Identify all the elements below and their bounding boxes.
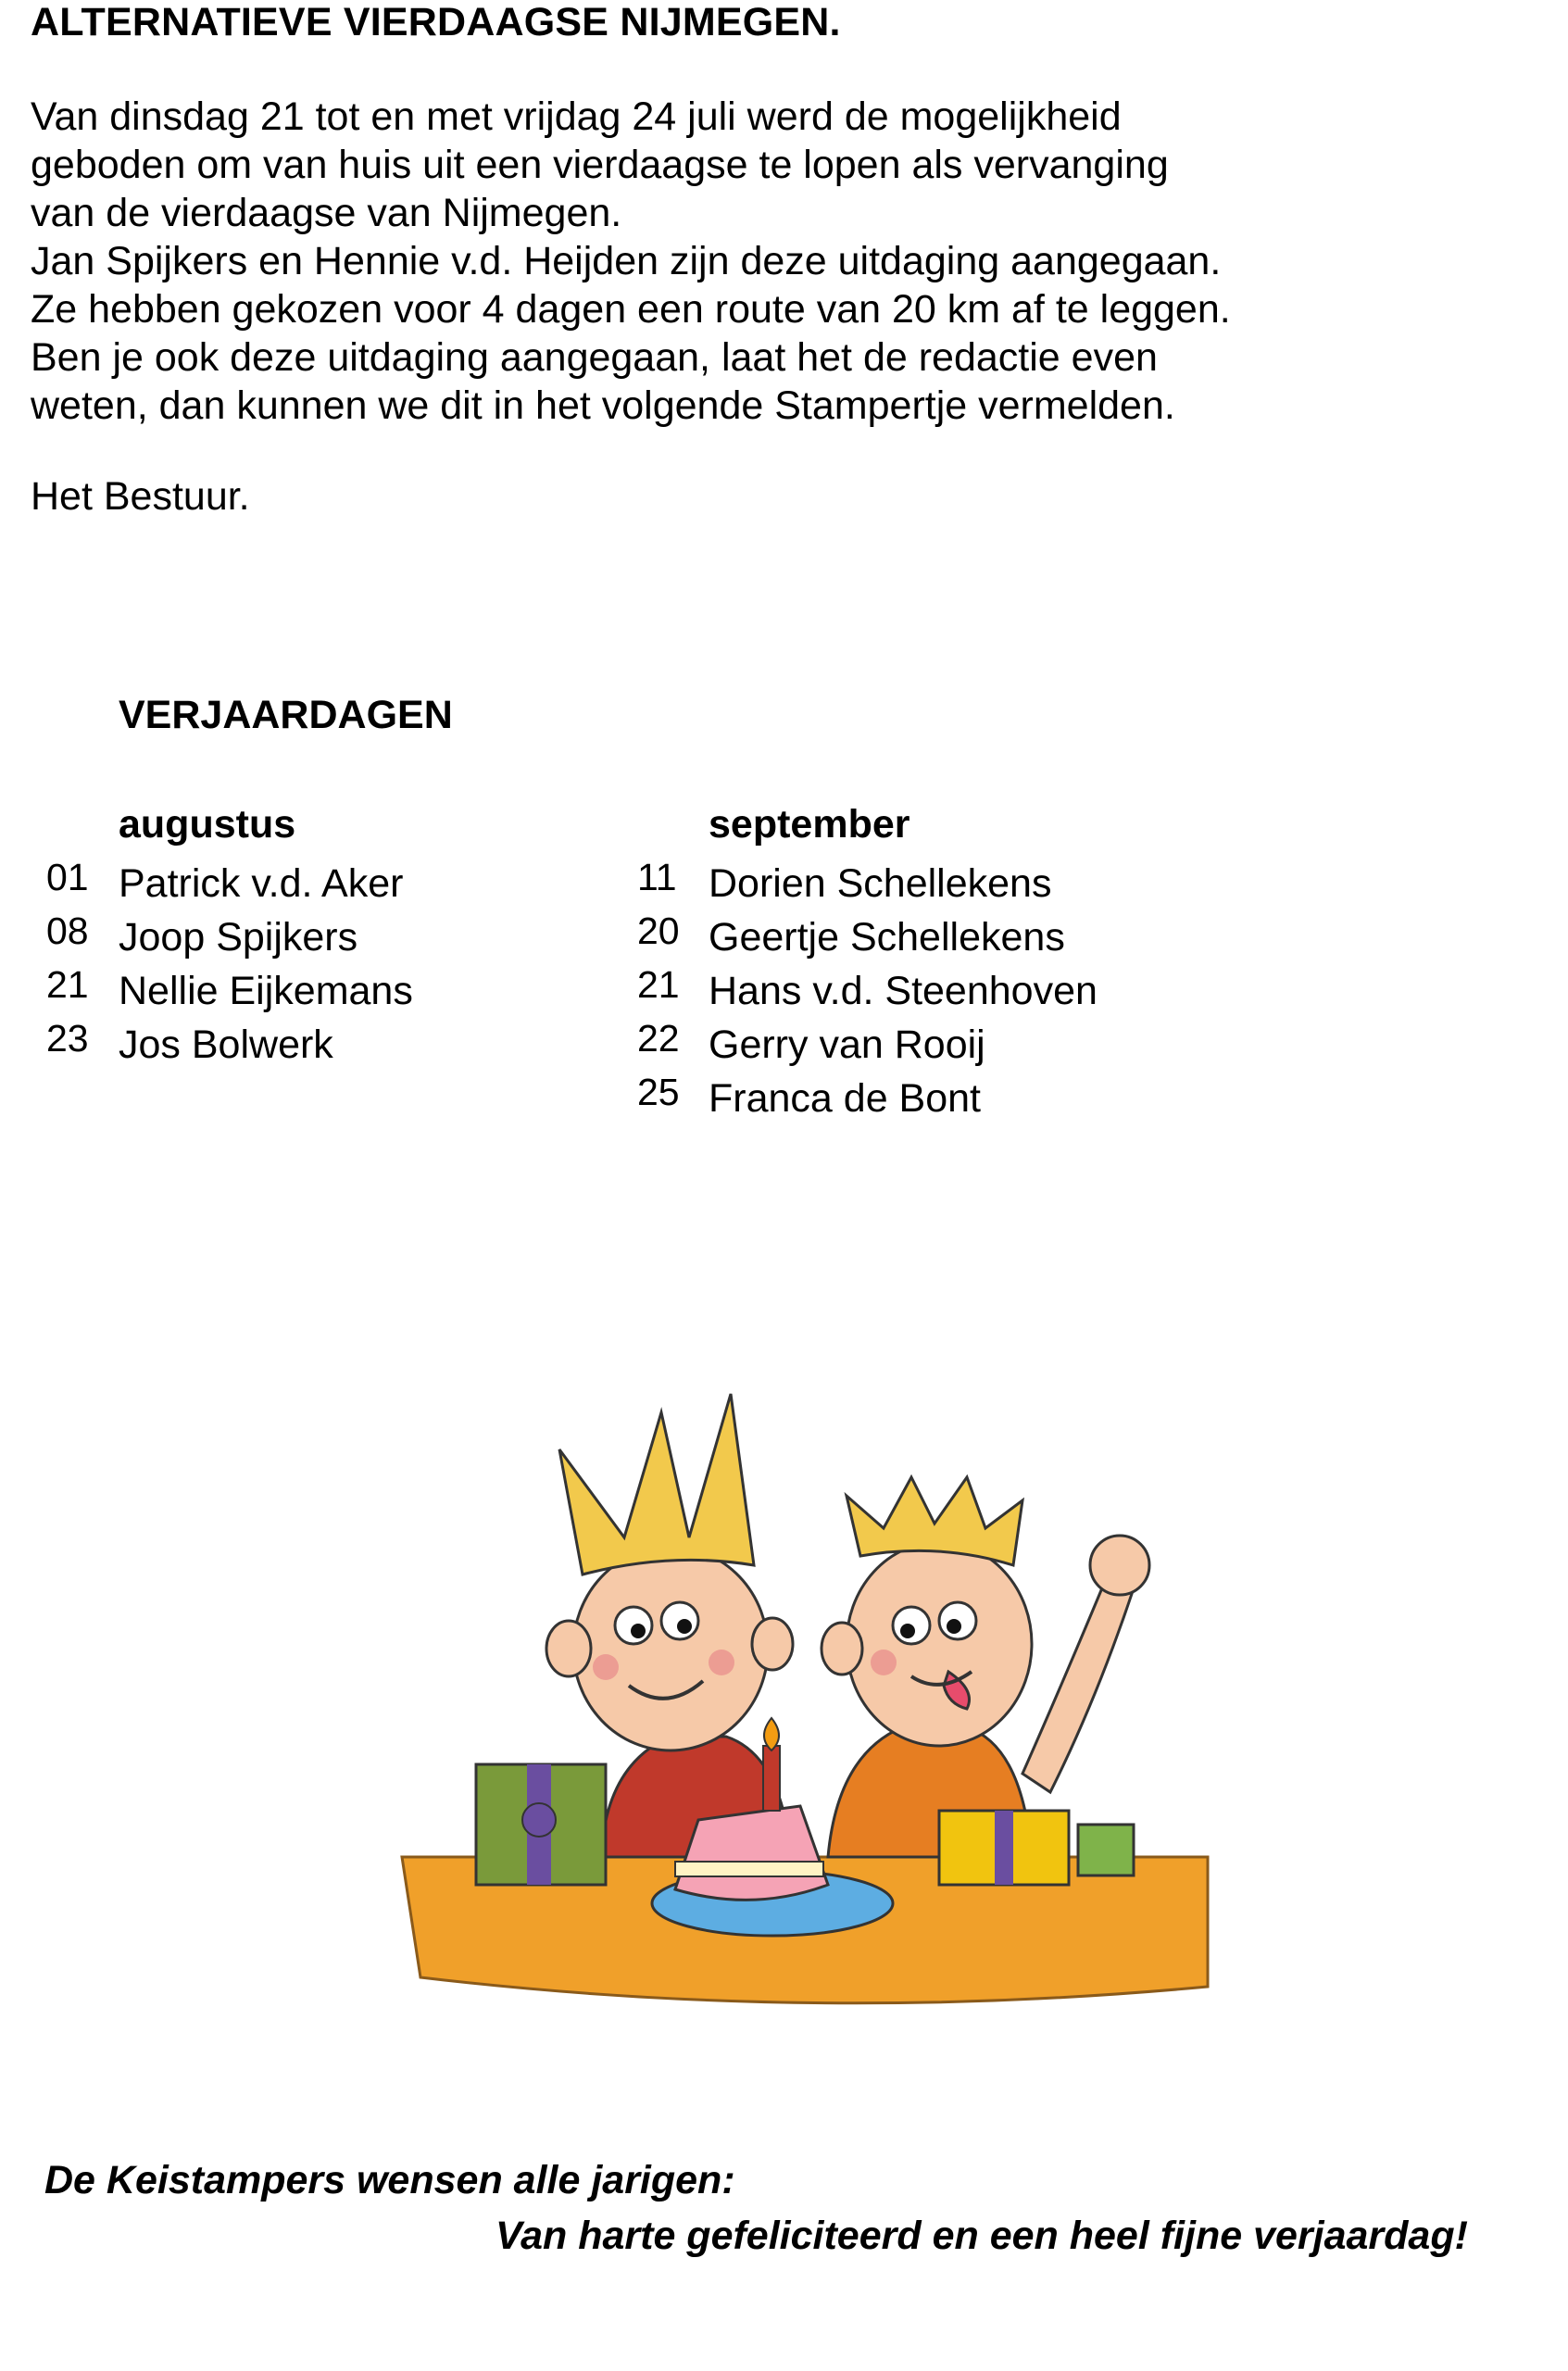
- right-kid-ear: [822, 1623, 862, 1675]
- birthday-name: Gerry van Rooij: [709, 1022, 985, 1067]
- birthday-name: Joop Spijkers: [119, 915, 358, 960]
- candle: [763, 1746, 780, 1811]
- birthday-day: 21: [46, 963, 89, 1006]
- month-september: september: [709, 802, 910, 847]
- birthday-illustration: [393, 1338, 1226, 2042]
- wish-line-2: Van harte gefeliciteerd en een heel fijne verjaardag!: [495, 2214, 1468, 2258]
- left-kid-crown: [559, 1394, 754, 1574]
- birthday-day: 08: [46, 910, 89, 952]
- birthday-name: Nellie Eijkemans: [119, 969, 413, 1013]
- article-line: Ze hebben gekozen voor 4 dagen een route van 20 km af te leggen.: [31, 287, 1231, 332]
- birthday-name: Franca de Bont: [709, 1076, 982, 1121]
- article-body: [31, 93, 1231, 430]
- right-kid-crown: [847, 1477, 1022, 1565]
- month-august: augustus: [119, 802, 296, 847]
- birthdays-heading: VERJAARDAGEN: [119, 693, 453, 737]
- birthday-name: Hans v.d. Steenhoven: [709, 969, 1098, 1013]
- birthday-day: 11: [637, 856, 677, 898]
- article-signoff: Het Bestuur.: [31, 474, 250, 519]
- birthday-day: 21: [637, 963, 680, 1006]
- birthday-day: 01: [46, 856, 89, 898]
- birthday-day: 25: [637, 1071, 680, 1113]
- article-line: geboden om van huis uit een vierdaagse te lopen als vervanging: [31, 143, 1169, 187]
- candle-flame: [764, 1718, 779, 1750]
- small-green-gift: [1078, 1825, 1134, 1875]
- wish-line-1: De Keistampers wensen alle jarigen:: [44, 2158, 735, 2202]
- article-title: ALTERNATIEVE VIERDAAGSE NIJMEGEN.: [31, 0, 841, 44]
- article-line: van de vierdaagse van Nijmegen.: [31, 191, 622, 235]
- birthday-day: 23: [46, 1017, 89, 1060]
- birthday-name: Patrick v.d. Aker: [119, 861, 404, 906]
- article-line: weten, dan kunnen we dit in het volgende Stampertje vermelden.: [31, 383, 1175, 428]
- right-kid-arm: [1022, 1579, 1134, 1792]
- right-kid-hand: [1090, 1536, 1149, 1595]
- birthday-name: Jos Bolwerk: [119, 1022, 333, 1067]
- article-line: Jan Spijkers en Hennie v.d. Heijden zijn deze uitdaging aangegaan.: [31, 239, 1222, 283]
- birthday-day: 22: [637, 1017, 680, 1060]
- birthday-name: Dorien Schellekens: [709, 861, 1052, 906]
- left-kid-ear: [752, 1618, 793, 1670]
- birthday-day: 20: [637, 910, 680, 952]
- left-kid-head: [573, 1547, 768, 1750]
- birthday-name: Geertje Schellekens: [709, 915, 1065, 960]
- article-line: Van dinsdag 21 tot en met vrijdag 24 juli werd de mogelijkheid: [31, 94, 1122, 139]
- cake-slice: [675, 1806, 828, 1900]
- right-kid-head: [847, 1542, 1032, 1746]
- left-kid-ear: [546, 1621, 591, 1676]
- article-line: Ben je ook deze uitdaging aangegaan, laat het de redactie even: [31, 335, 1158, 380]
